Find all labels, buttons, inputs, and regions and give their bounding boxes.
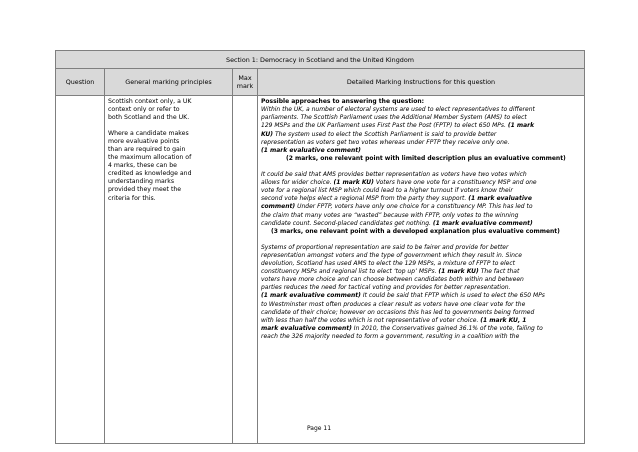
block-3: Systems of proportional representation are said to be fairer and provide for better representation amongst voters and the type of government which they result in. Since devolution, Scotland has used AMS to elect the 129 MSPs, a mixture of FPTP to elect constituency MSPs and regional list to elect ‘top up’ MSPs. (1 mark KU) The fact that voters have more choice and can choose between candidates both within and between parties reduces the need for tactical voting and provides for better representation. (1 mark evaluative comment) It could be said that FPTP which is used to elect the 650 MPs to Westminster most often produces a clear result as voters have one clear vote for the candidate of their choice; however on occasions this has led to governments being formed with less than half the votes which is not representative of voter choice. (1 mark KU, 1 mark evaluative comment) In 2010, the Conservatives gained 36.1% of the vote, failing to reach the 326 majority needed to form a government, resulting in a coalition with the — [261, 243, 545, 341]
mark-label: mark — [236, 82, 254, 90]
general-principles-cell — [105, 96, 233, 444]
question-cell — [56, 96, 105, 444]
page-number: Page 11 — [306, 425, 332, 432]
block-1: Within the UK, a number of electoral systems are used to elect representatives to different parliaments. The Scottish Parliament uses the Additional Member System (AMS) to elect 129 MSPs and the UK Parliament uses First Past the Post (FPTP) to elect 650 MPs. (1 mark KU) The system used to elect the Scottish Parliament is said to provide better representation as voters get two votes whereas under FPTP they receive only one. (1 mark evaluative comment) (2 marks, one relevant point with limited description plus an evaluative comment) — [261, 106, 566, 163]
mark-award: KU) — [261, 130, 274, 138]
column-header-row — [56, 69, 585, 96]
mark-award: mark evaluative comment) — [261, 325, 352, 333]
content-row — [56, 96, 585, 444]
detailed-instructions-header: Detailed Marking Instructions for this question — [258, 69, 585, 96]
mark-award: (1 mark evaluative — [468, 195, 532, 203]
mark-award: (1 mark KU, 1 — [480, 316, 527, 324]
mark-award: (1 mark evaluative comment) — [261, 292, 361, 300]
detailed-instructions-cell — [258, 96, 585, 444]
guidance-paragraph-2: Where a candidate makes more evaluative points than are required to gain the maximum allocation of 4 marks, these can be credited as knowledge and understanding marks provided they meet the criteria for this. — [108, 129, 192, 202]
mark-award: (1 mark KU) — [333, 178, 374, 186]
mark-award: (1 mark evaluative comment) — [432, 219, 533, 227]
section-title: Section 1: Democracy in Scotland and the United Kingdom — [56, 51, 585, 69]
general-principles-header: General marking principles — [105, 69, 233, 96]
question-header: Question — [56, 69, 105, 96]
guidance-paragraph-1: Scottish context only, a UK context only or refer to both Scotland and the UK. — [108, 98, 192, 122]
max-mark-cell — [233, 96, 258, 444]
max-mark-header — [233, 69, 258, 96]
mark-award: comment) — [261, 203, 296, 211]
mark-summary: (3 marks, one relevant point with a developed explanation plus evaluative comment) — [271, 227, 560, 235]
mark-award: (1 mark evaluative comment) — [261, 146, 361, 154]
mark-award: (1 mark — [507, 122, 535, 130]
block-2: It could be said that AMS provides better representation as voters have two votes which allows for wider choice. (1 mark KU) Voters have one vote for a constituency MSP and one vote for a regional list MSP which could lead to a higher turnout if voters know their second vote helps elect a regional MSP from the party they support. (1 mark evaluative comment) Under FPTP, voters have only one choice for a constituency MP. This has led to the claim that many votes are “wasted” because with FPTP, only votes to the winning candidate count. Second-placed candidates get nothing. (1 mark evaluative comment) (3 marks, one relevant point with a developed explanation plus evaluative comment) — [261, 170, 560, 235]
marking-table — [55, 50, 585, 444]
max-label: Max — [238, 74, 252, 82]
section-header-row — [56, 51, 585, 69]
approaches-heading: Possible approaches to answering the question: — [261, 98, 425, 105]
mark-summary: (2 marks, one relevant point with limited description plus an evaluative comment) — [286, 155, 566, 163]
mark-award: (1 mark KU) — [438, 267, 479, 275]
